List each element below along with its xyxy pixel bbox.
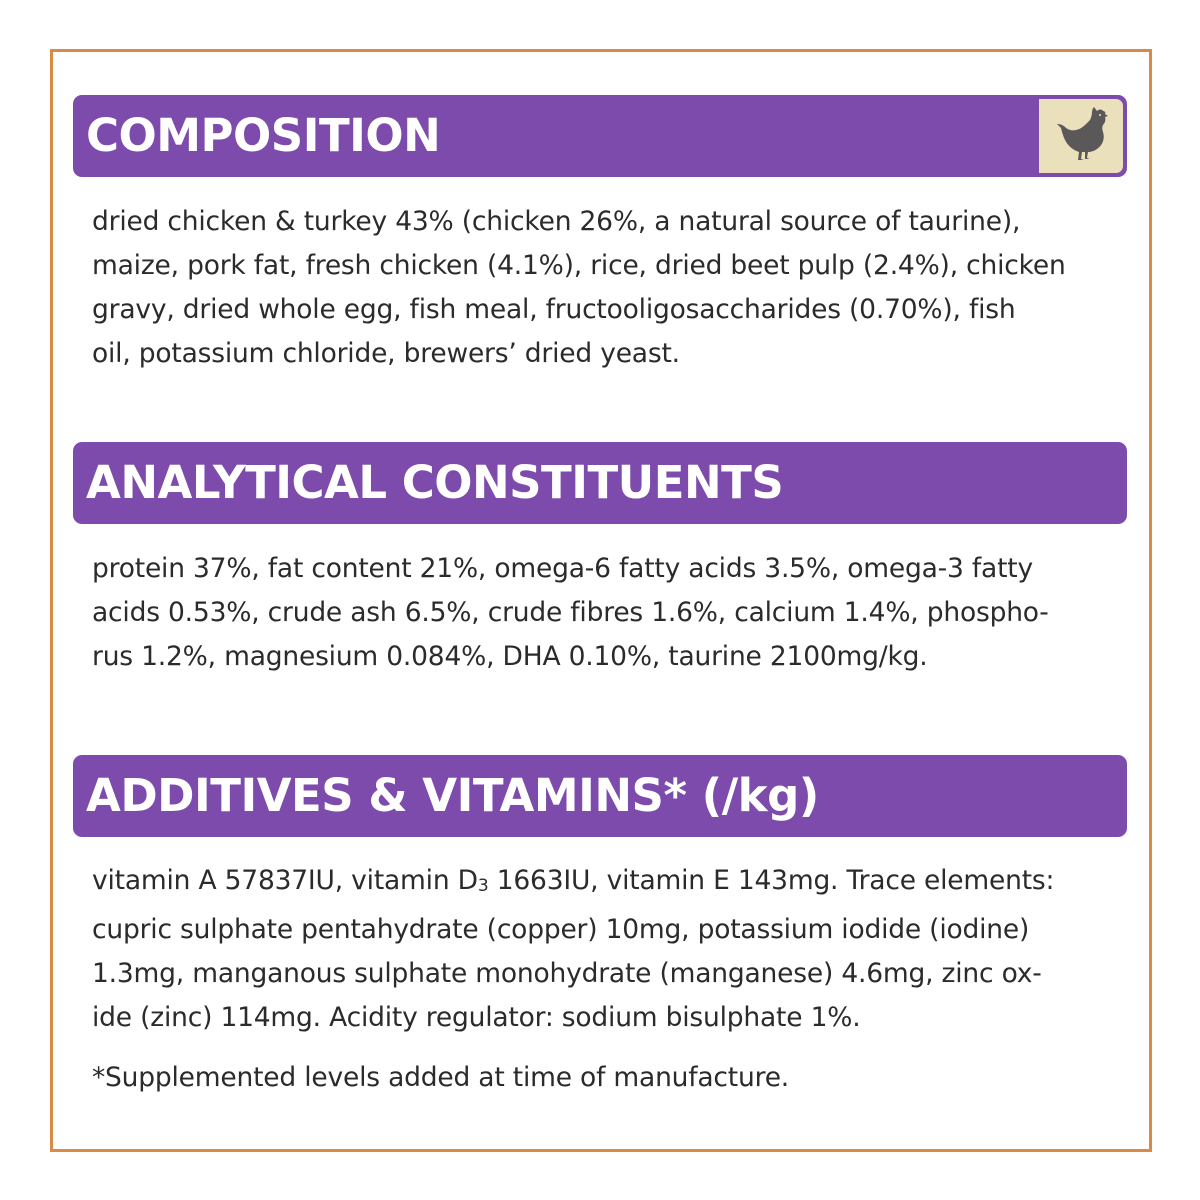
additives-line: 1.3mg, manganous sulphate monohydrate (manganese) 4.6mg, zinc ox- [92,958,1042,989]
composition-line: gravy, dried whole egg, fish meal, fructooligosaccharides (0.70%), fish [92,294,1016,325]
analytical-line: rus 1.2%, magnesium 0.084%, DHA 0.10%, taurine 2100mg/kg. [92,641,928,672]
footnote: *Supplemented levels added at time of manufacture. [92,1062,790,1093]
analytical-header [73,442,1127,524]
additives-line: ide (zinc) 114mg. Acidity regulator: sodium bisulphate 1%. [92,1002,861,1033]
additives-title: ADDITIVES & VITAMINS* (/kg) [86,769,819,822]
composition-header [73,95,1127,177]
composition-title: COMPOSITION [86,109,441,162]
analytical-title: ANALYTICAL CONSTITUENTS [86,456,784,509]
analytical-line: protein 37%, fat content 21%, omega-6 fatty acids 3.5%, omega-3 fatty [92,553,1033,584]
composition-text [92,200,1127,376]
additives-line-start: vitamin A 57837IU, vitamin D [92,865,478,896]
chicken-icon-box [1039,99,1123,173]
composition-line: maize, pork fat, fresh chicken (4.1%), rice, dried beet pulp (2.4%), chicken [92,250,1066,281]
additives-line: cupric sulphate pentahydrate (copper) 10mg, potassium iodide (iodine) [92,914,1030,945]
composition-line: dried chicken & turkey 43% (chicken 26%, a natural source of taurine), [92,206,1021,237]
analytical-line: acids 0.53%, crude ash 6.5%, crude fibres 1.6%, calcium 1.4%, phospho- [92,597,1049,628]
composition-line: oil, potassium chloride, brewers’ dried yeast. [92,338,680,369]
additives-text [92,859,1127,1040]
additives-line [92,865,1054,896]
additives-header [73,755,1127,837]
additives-line-end: 1663IU, vitamin E 143mg. Trace elements: [488,865,1055,896]
chicken-icon [1054,107,1110,167]
analytical-text [92,547,1127,679]
subscript-3: 3 [477,876,489,896]
